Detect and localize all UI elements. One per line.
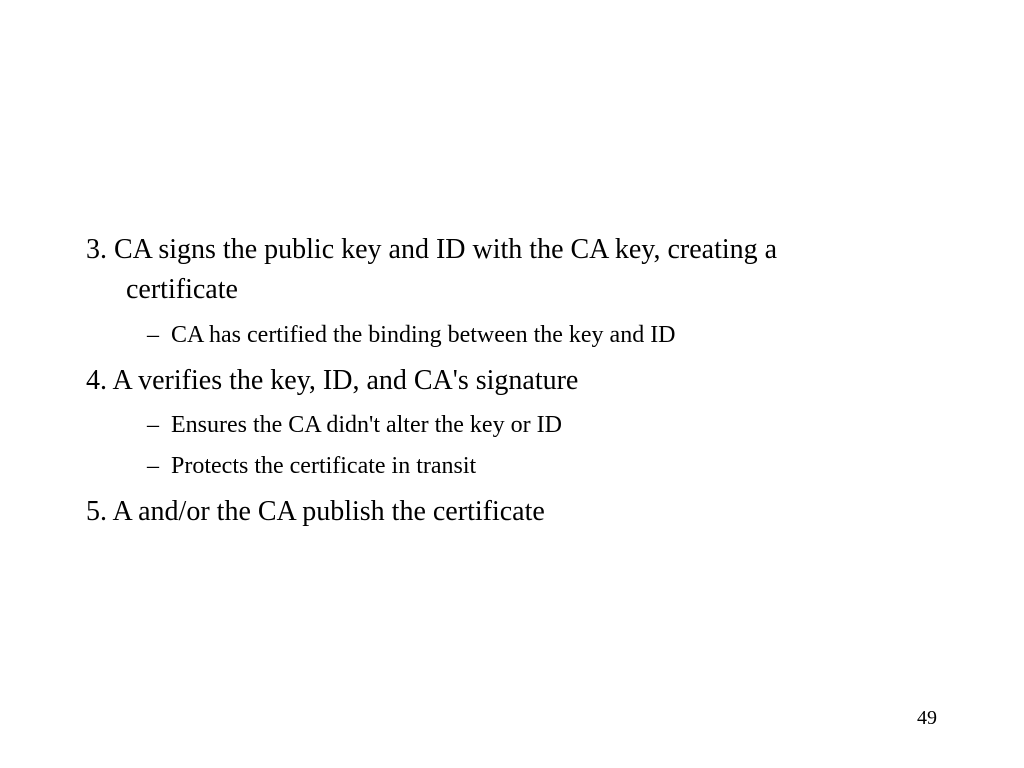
bullet-item-3-text: 3. CA signs the public key and ID with the CA key, creating a: [86, 234, 778, 265]
bullet-item-4-text: 4. A verifies the key, ID, and CA's signature: [86, 365, 579, 396]
sub-bullet-text: CA has certified the binding between the key and ID: [171, 322, 676, 348]
sub-bullet: [147, 451, 476, 481]
bullet-item-5: [86, 492, 946, 532]
dash-marker: –: [147, 453, 159, 479]
sub-bullet-text: Protects the certificate in transit: [171, 453, 477, 479]
bullet-item-3-continuation: certificate: [126, 274, 238, 305]
sub-bullet-text: Ensures the CA didn't alter the key or ID: [171, 412, 562, 438]
bullet-item-3: [86, 230, 946, 310]
dash-marker: –: [147, 322, 159, 348]
sub-bullet: [147, 320, 676, 350]
sub-bullet: [147, 410, 562, 440]
bullet-item-4: [86, 361, 946, 401]
dash-marker: –: [147, 412, 159, 438]
bullet-item-5-text: 5. A and/or the CA publish the certificate: [86, 496, 545, 527]
page-number: 49: [917, 707, 937, 729]
